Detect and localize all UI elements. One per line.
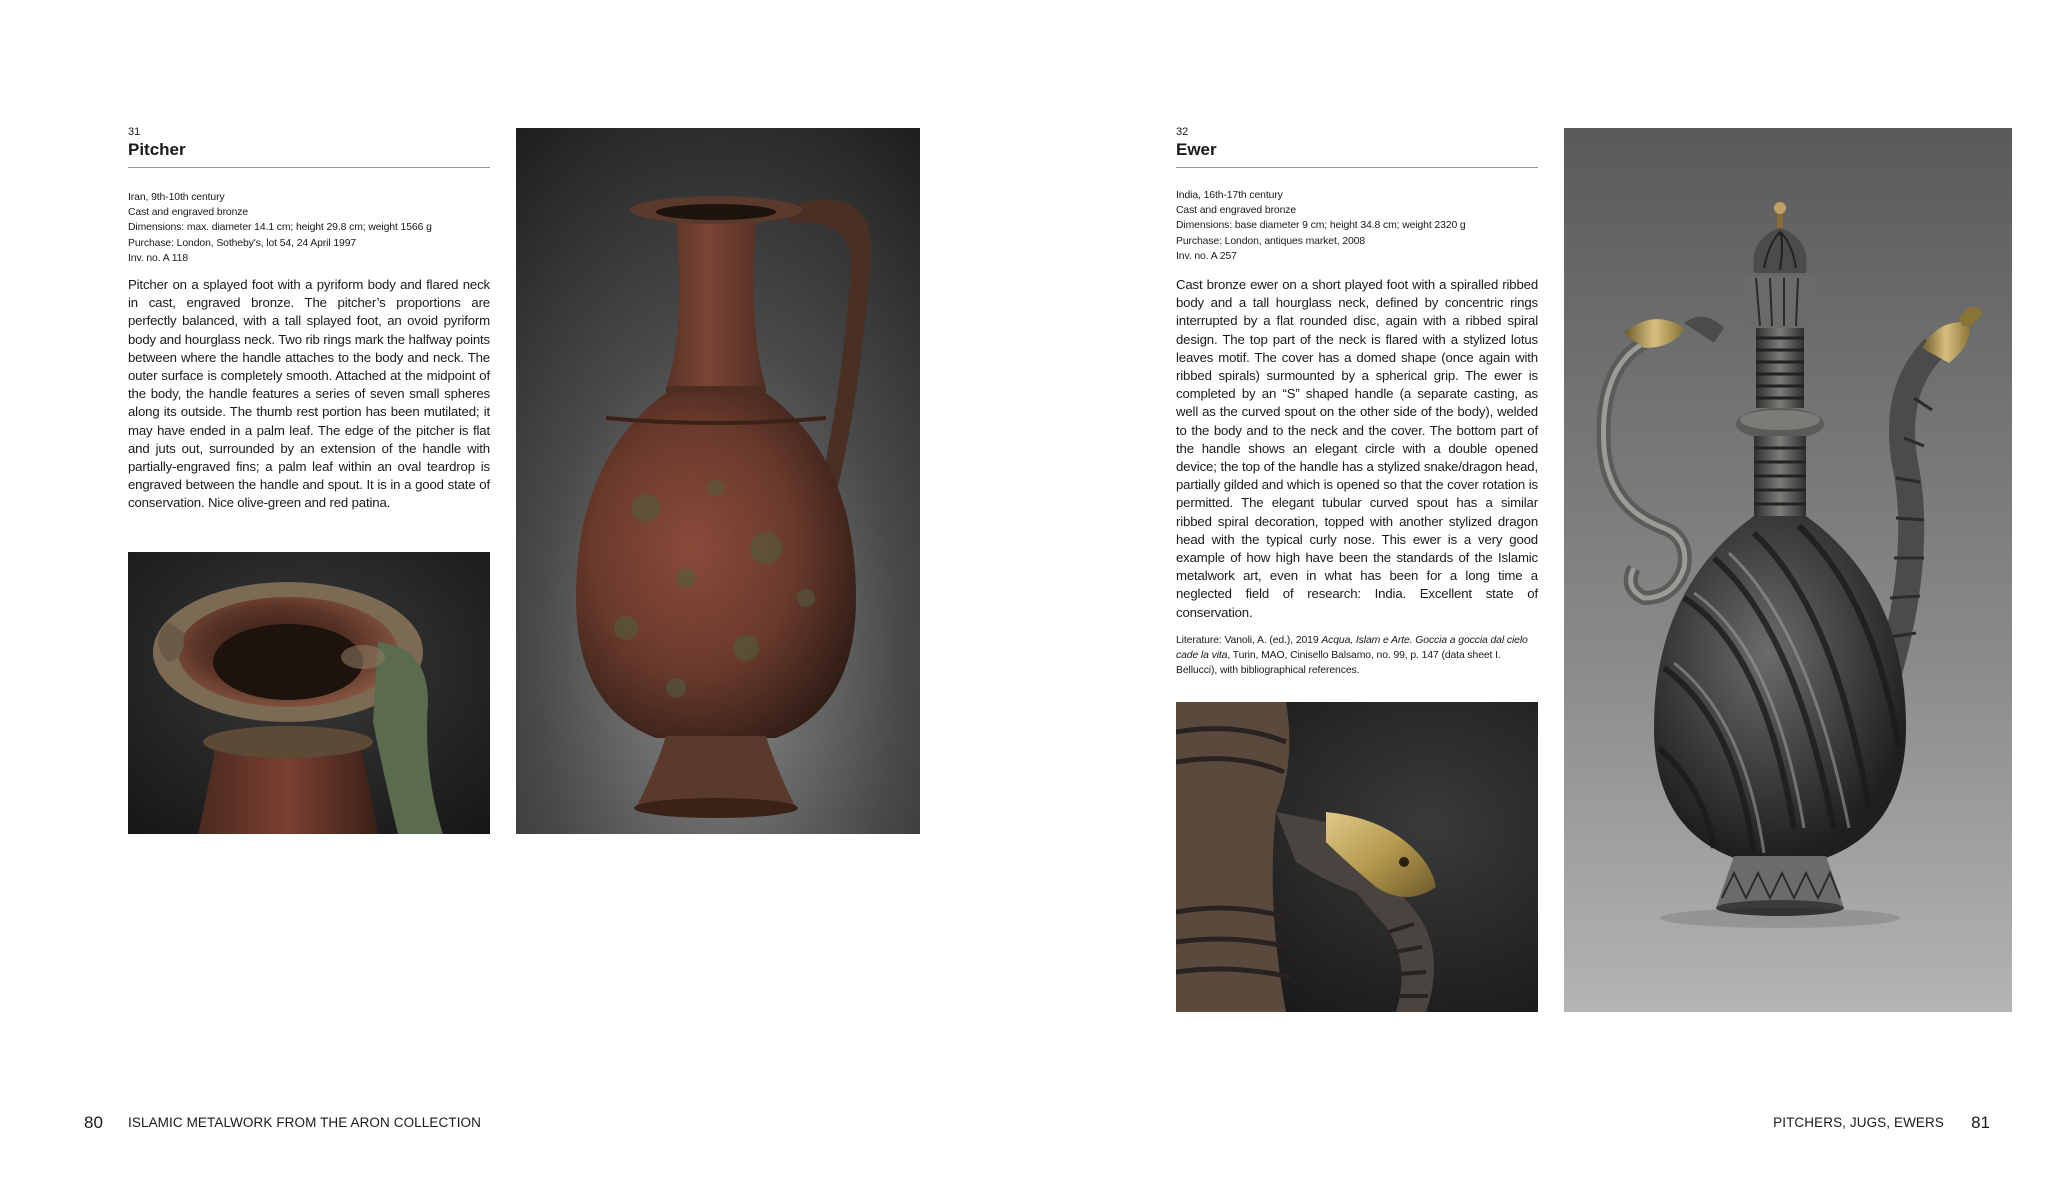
meta-purchase: Purchase: London, antiques market, 2008 [1176, 235, 1366, 247]
running-title: ISLAMIC METALWORK FROM THE ARON COLLECTION [128, 1115, 481, 1130]
right-page [1024, 0, 2048, 1194]
meta-dimensions: Dimensions: max. diameter 14.1 cm; height 29.8 cm; weight 1566 g [128, 222, 432, 234]
entry-header [128, 126, 490, 168]
page-number: 80 [84, 1113, 103, 1132]
page-number: 81 [1971, 1113, 1990, 1132]
catalogue-number: 32 [1176, 126, 1189, 138]
header-rule [128, 167, 490, 168]
ewer-main-photo [1564, 128, 2012, 1012]
running-title: PITCHERS, JUGS, EWERS [1773, 1115, 1944, 1130]
pitcher-detail-photo [128, 552, 490, 834]
literature-suffix: , Turin, MAO, Cinisello Balsamo, no. 99, p. 147 (data sheet I. Bellucci), with bibliographical references. [1176, 650, 1501, 677]
catalogue-number: 31 [128, 126, 141, 138]
literature-prefix: Literature: Vanoli, A. (ed.), 2019 [1176, 635, 1322, 646]
entry-header [1176, 126, 1538, 168]
meta-material: Cast and engraved bronze [1176, 205, 1297, 217]
ewer-detail-photo [1176, 702, 1538, 1012]
header-rule [1176, 167, 1538, 168]
literature-reference [1176, 633, 1538, 679]
object-metadata [1176, 188, 1538, 264]
entry-title: Pitcher [128, 140, 186, 159]
literature-title: Acqua, Islam e Arte. Goccia a goccia dal cielo cade la vita [1176, 635, 1528, 662]
meta-material: Cast and engraved bronze [128, 207, 249, 219]
pitcher-main-photo [516, 128, 920, 834]
object-metadata [128, 190, 490, 266]
meta-inventory: Inv. no. A 257 [1176, 250, 1237, 262]
object-description: Cast bronze ewer on a short played foot with a spiralled ribbed body and a tall hourglass neck, defined by concentric rings interrupted by a flat rounded disc, again with a ribbed spiral design. The top part of the neck is flared with a stylized lotus leaves motif. The cover has a domed shape (once again with ribbed spirals) surmounted by a spherical grip. The ewer is completed by an “S” shaped handle (a separate casting, as well as the curved spout on the other side of the body), welded to the body and to the neck and the cover. The bottom part of the handle shows an elegant circle with a double opened device; the top of the handle has a stylized snake/dragon head, partially gilded and which is opened so that the cover rotation is permitted. The elegant tubular curved spout has a similar ribbed spiral decoration, topped with another stylized dragon head with the typical curly nose. This ewer is a very good example of how high have been the standards of the Islamic metalwork art, even in what has been for a long time a neglected field of research: India. Excellent state of conservation. [1176, 277, 1538, 620]
entry-title: Ewer [1176, 140, 1217, 159]
meta-purchase: Purchase: London, Sotheby's, lot 54, 24 April 1997 [128, 237, 357, 249]
object-description: Pitcher on a splayed foot with a pyriform body and flared neck in cast, engraved bronze. The pitcher’s proportions are perfectly balanced, with a tall splayed foot, an ovoid pyriform body and hourglass neck. Two rib rings mark the halfway points between where the handle attaches to the body and neck. The outer surface is completely smooth. Attached at the midpoint of the body, the handle features a series of seven small spheres along its outside. The thumb rest portion has been mutilated; it may have ended in a palm leaf. The edge of the pitcher is flat and juts out, surrounded by an extension of the handle with partially-engraved fins; a palm leaf within an oval teardrop is engraved between the handle and spout. It is in a good state of conservation. Nice olive-green and red patina. [128, 277, 490, 511]
meta-inventory: Inv. no. A 118 [128, 252, 189, 264]
meta-origin: Iran, 9th-10th century [128, 192, 225, 203]
meta-dimensions: Dimensions: base diameter 9 cm; height 34.8 cm; weight 2320 g [1176, 220, 1466, 232]
meta-origin: India, 16th-17th century [1176, 190, 1283, 201]
